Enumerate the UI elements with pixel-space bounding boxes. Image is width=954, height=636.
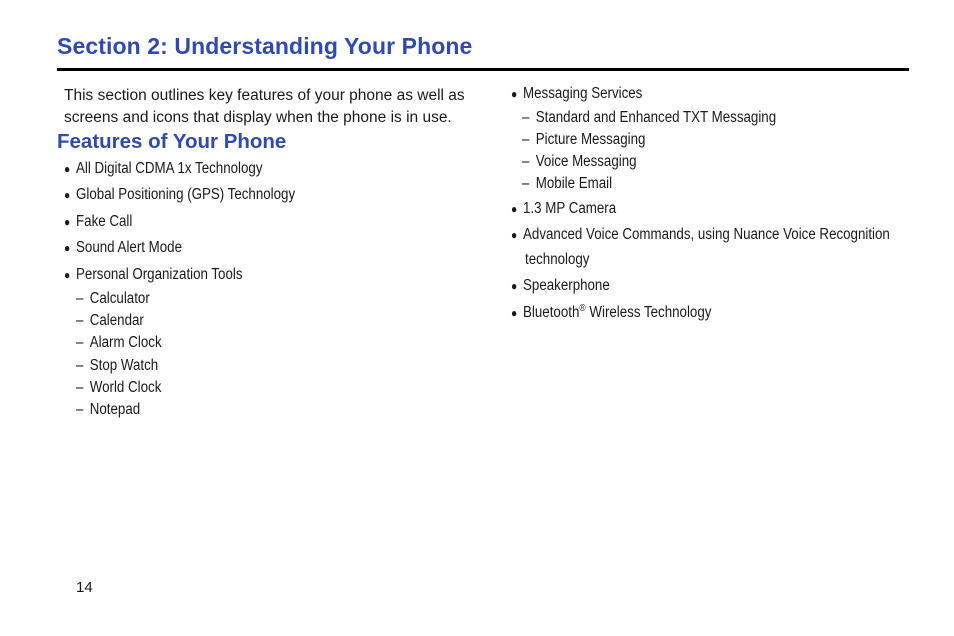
list-item — [511, 200, 616, 218]
bullet-icon: ● — [511, 306, 518, 320]
bullet-icon: ● — [511, 228, 518, 242]
sub-list-item — [76, 290, 150, 308]
list-item-text: Global Positioning (GPS) Technology — [76, 186, 296, 203]
dash-icon: – — [522, 131, 530, 148]
bullet-icon: ● — [511, 87, 518, 101]
list-item-text: Advanced Voice Commands, using Nuance Voice Recognition — [523, 226, 890, 243]
sub-list-item — [76, 334, 162, 352]
sub-list-item-text: Alarm Clock — [89, 334, 162, 351]
sub-list-item-text: Standard and Enhanced TXT Messaging — [535, 109, 777, 126]
sub-list-item — [522, 131, 645, 149]
sub-list-item-text: Voice Messaging — [535, 153, 637, 170]
sub-list-item — [522, 109, 776, 127]
list-item-continuation — [525, 251, 589, 269]
sub-list-item-text: Picture Messaging — [535, 131, 646, 148]
dash-icon: – — [76, 379, 84, 396]
sub-list-item — [522, 175, 612, 193]
features-heading: Features of Your Phone — [57, 130, 287, 153]
dash-icon: – — [76, 290, 84, 307]
bluetooth-text: Bluetooth — [523, 304, 580, 321]
registered-mark: ® — [579, 303, 586, 314]
list-item-text: All Digital CDMA 1x Technology — [76, 160, 263, 177]
title-rule — [57, 68, 909, 71]
list-item — [511, 226, 890, 244]
bullet-icon: ● — [64, 215, 71, 229]
bullet-icon: ● — [64, 162, 71, 176]
dash-icon: – — [522, 109, 530, 126]
wireless-technology-text: Wireless Technology — [585, 304, 712, 321]
sub-list-item-text: Notepad — [89, 401, 141, 418]
sub-list-item — [76, 312, 144, 330]
section-title: Section 2: Understanding Your Phone — [57, 33, 473, 59]
list-item-text: Sound Alert Mode — [76, 239, 183, 256]
dash-icon: – — [76, 312, 84, 329]
sub-list-item — [76, 379, 161, 397]
list-item-text: Messaging Services — [523, 85, 643, 102]
sub-list-item-text: Calendar — [89, 312, 144, 329]
bullet-icon: ● — [64, 188, 71, 202]
bullet-icon: ● — [64, 241, 71, 255]
list-item — [511, 277, 610, 295]
sub-list-item-text: Calculator — [89, 290, 150, 307]
intro-paragraph: This section outlines key features of your phone as well as screens and icons that display when the phone is in use. — [64, 87, 465, 126]
bullet-icon: ● — [64, 268, 71, 282]
list-item — [64, 160, 262, 178]
dash-icon: – — [522, 153, 530, 170]
list-item — [64, 266, 243, 284]
sub-list-item-text: Stop Watch — [89, 357, 159, 374]
sub-list-item — [76, 357, 158, 375]
list-item — [511, 85, 642, 103]
list-item — [64, 239, 182, 257]
sub-list-item — [522, 153, 637, 171]
dash-icon: – — [522, 175, 530, 192]
list-item-text — [523, 304, 711, 322]
bullet-icon: ● — [511, 202, 518, 216]
list-item-text: technology — [525, 251, 590, 268]
list-item-text: Personal Organization Tools — [76, 266, 243, 283]
list-item-text: 1.3 MP Camera — [523, 200, 617, 217]
list-item — [511, 304, 711, 322]
bullet-icon: ● — [511, 279, 518, 293]
page-number: 14 — [76, 579, 93, 596]
dash-icon: – — [76, 401, 84, 418]
list-item-text: Fake Call — [76, 213, 133, 230]
dash-icon: – — [76, 357, 84, 374]
sub-list-item-text: World Clock — [89, 379, 162, 396]
dash-icon: – — [76, 334, 84, 351]
sub-list-item — [76, 401, 140, 419]
list-item — [64, 213, 132, 231]
list-item — [64, 186, 295, 204]
list-item-text: Speakerphone — [523, 277, 610, 294]
sub-list-item-text: Mobile Email — [535, 175, 613, 192]
